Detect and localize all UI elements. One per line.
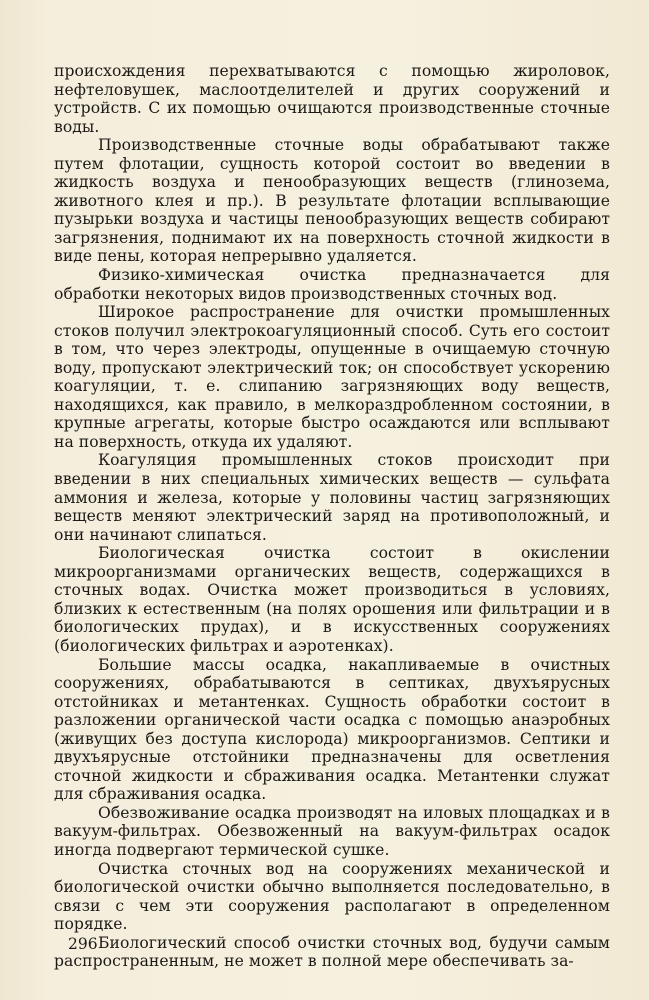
paragraph-3: Физико-химическая очистка предназначается для обработки некоторых видов производственных сточных вод. (54, 266, 610, 303)
paragraph-7: Большие массы осадка, накапливаемые в очистных сооружениях, обрабатываются в септиках, двухъярусных отстойниках и метантенках. Сущность обработки состоит в разложении органической части осадка с помощью анаэробных (живущих без доступа кислорода) микроорганизмов. Септики и двухъярусные отстойники предназначены для осветления сточной жидкости и сбраживания осадка. Метантенки служат для сбраживания осадка. (54, 655, 610, 804)
page-number: 296 (68, 935, 98, 953)
paragraph-10: Биологический способ очистки сточных вод, будучи самым распространенным, не может в полной мере обеспечивать за- (54, 933, 610, 971)
paragraph-5: Коагуляция промышленных стоков происходит при введении в них специальных химических веществ — сульфата аммония и железа, которые у половины частиц загрязняющих веществ меняют электрический заряд на противоположный, и они начинают слипаться. (54, 451, 610, 544)
paragraph-2: Производственные сточные воды обрабатывают также путем флотации, сущность которой состоит во введении в жидкость воздуха и пенообразующих веществ (глинозема, животного клея и пр.). В результате флотации всплывающие пузырьки воздуха и частицы пенообразующих веществ собирают загрязнения, поднимают их на поверхность сточной жидкости в виде пены, которая непрерывно удаляется. (54, 136, 610, 266)
paragraph-8: Обезвоживание осадка производят на иловых площадках и в вакуум-фильтрах. Обезвоженный на вакуум-фильтрах осадок иногда подвергают термической сушке. (54, 803, 610, 859)
paragraph-6: Биологическая очистка состоит в окислении микроорганизмами органических веществ, содержащихся в сточных водах. Очистка может производиться в условиях, близких к естественным (на полях орошения или фильтрации и в биологических прудах), и в искусственных сооружениях (биологических фильтрах и аэротенках). (54, 544, 610, 655)
paragraph-4: Широкое распространение для очистки промышленных стоков получил электрокоагуляционный способ. Суть его состоит в том, что через электроды, опущенные в очищаемую сточную воду, пропускают электрический ток; он способствует ускорению коагуляции, т. е. слипанию загрязняющих воду веществ, находящихся, как правило, в мелкораздробленном состоянии, в крупные агрегаты, которые быстро осаждаются или всплывают на поверхность, откуда их удаляют. (54, 303, 610, 451)
body-text (54, 62, 610, 971)
paragraph-9: Очистка сточных вод на сооружениях механической и биологической очистки обычно выполняется последовательно, в связи с чем эти сооружения располагают в определенном порядке. (54, 859, 610, 934)
paragraph-1: происхождения перехватываются с помощью жироловок, нефтеловушек, маслоотделителей и других сооружений и устройств. С их помощью очищаются производственные сточные воды. (54, 62, 610, 136)
